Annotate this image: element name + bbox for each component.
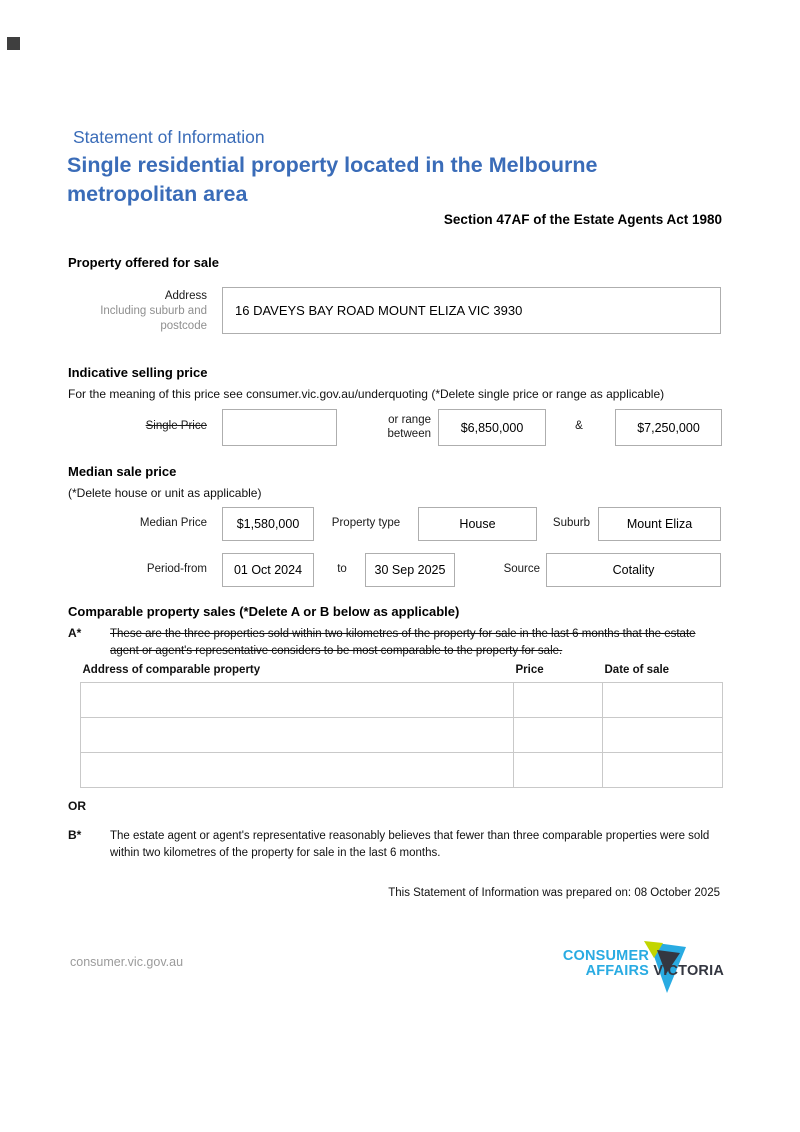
- period-to-field[interactable]: 30 Sep 2025: [365, 553, 455, 587]
- property-section-heading: Property offered for sale: [68, 255, 219, 270]
- option-b-text: The estate agent or agent's representative reasonably believes that fewer than three comparable properties were sold within two kilometres of the property for sale in the last 6 months.: [110, 830, 710, 859]
- option-b-marker: B*: [68, 828, 82, 842]
- source-field[interactable]: Cotality: [546, 553, 721, 587]
- median-price-label: Median Price: [139, 517, 207, 529]
- table-cell-date-2[interactable]: [603, 718, 723, 753]
- table-header-price: Price: [515, 664, 544, 676]
- period-from-label: Period-from: [146, 563, 207, 575]
- section-reference: Section 47AF of the Estate Agents Act 1980: [443, 212, 722, 227]
- logo-victoria-text: VICTORIA: [653, 963, 724, 979]
- ampersand-label: &: [575, 420, 583, 432]
- property-type-label: Property type: [331, 517, 401, 529]
- table-cell-address-2[interactable]: [81, 718, 514, 753]
- address-label: Address: [164, 290, 207, 302]
- table-cell-address-1[interactable]: [81, 683, 514, 718]
- to-label: to: [337, 563, 347, 575]
- table-cell-price-2[interactable]: [514, 718, 603, 753]
- logo-affairs-text: AFFAIRS: [585, 963, 649, 979]
- option-a-marker: A*: [68, 626, 82, 640]
- address-field[interactable]: 16 DAVEYS BAY ROAD MOUNT ELIZA VIC 3930: [222, 287, 721, 334]
- doc-title: Single residential property located in the Melbourne metropolitan area: [67, 153, 598, 206]
- single-price-field[interactable]: [222, 409, 337, 446]
- range-label: or range between: [387, 414, 431, 440]
- median-note: (*Delete house or unit as applicable): [68, 486, 262, 500]
- option-a-text: These are the three properties sold within two kilometres of the property for sale in the last 6 months that the estate agent or agent's representative considers to be most comparable to the property for sale.: [110, 628, 696, 657]
- address-label-block: [68, 289, 207, 334]
- indicative-note: For the meaning of this price see consumer.vic.gov.au/underquoting (*Delete single price or range as applicable): [68, 387, 665, 401]
- or-label: OR: [68, 799, 86, 813]
- logo-consumer-text: CONSUMER: [562, 948, 649, 964]
- footer-url: consumer.vic.gov.au: [70, 955, 184, 969]
- property-type-field[interactable]: House: [418, 507, 537, 541]
- table-cell-date-1[interactable]: [603, 683, 723, 718]
- period-from-field[interactable]: 01 Oct 2024: [222, 553, 314, 587]
- median-price-field[interactable]: $1,580,000: [222, 507, 314, 541]
- table-row: [81, 683, 723, 718]
- table-header-date: Date of sale: [604, 664, 670, 676]
- comparable-table: [80, 664, 723, 788]
- consumer-affairs-victoria-logo: [548, 941, 725, 995]
- comparable-section-heading: Comparable property sales (*Delete A or B below as applicable): [68, 604, 460, 619]
- prepared-on-text: This Statement of Information was prepared on: 08 October 2025: [388, 887, 720, 899]
- address-sublabel: Including suburb and postcode: [100, 305, 207, 332]
- indicative-section-heading: Indicative selling price: [68, 365, 208, 380]
- table-cell-address-3[interactable]: [81, 753, 514, 788]
- table-cell-price-1[interactable]: [514, 683, 603, 718]
- doc-subtitle: Statement of Information: [73, 127, 265, 147]
- range-low-field[interactable]: $6,850,000: [438, 409, 546, 446]
- suburb-field[interactable]: Mount Eliza: [598, 507, 721, 541]
- suburb-label: Suburb: [552, 517, 590, 529]
- table-header-address: Address of comparable property: [82, 664, 261, 676]
- table-row: [81, 753, 723, 788]
- single-price-label: Single Price: [145, 420, 207, 432]
- page-corner-mark: [7, 37, 20, 50]
- table-cell-price-3[interactable]: [514, 753, 603, 788]
- range-high-field[interactable]: $7,250,000: [615, 409, 722, 446]
- table-row: [81, 718, 723, 753]
- median-section-heading: Median sale price: [68, 464, 177, 479]
- table-cell-date-3[interactable]: [603, 753, 723, 788]
- source-label: Source: [503, 563, 540, 575]
